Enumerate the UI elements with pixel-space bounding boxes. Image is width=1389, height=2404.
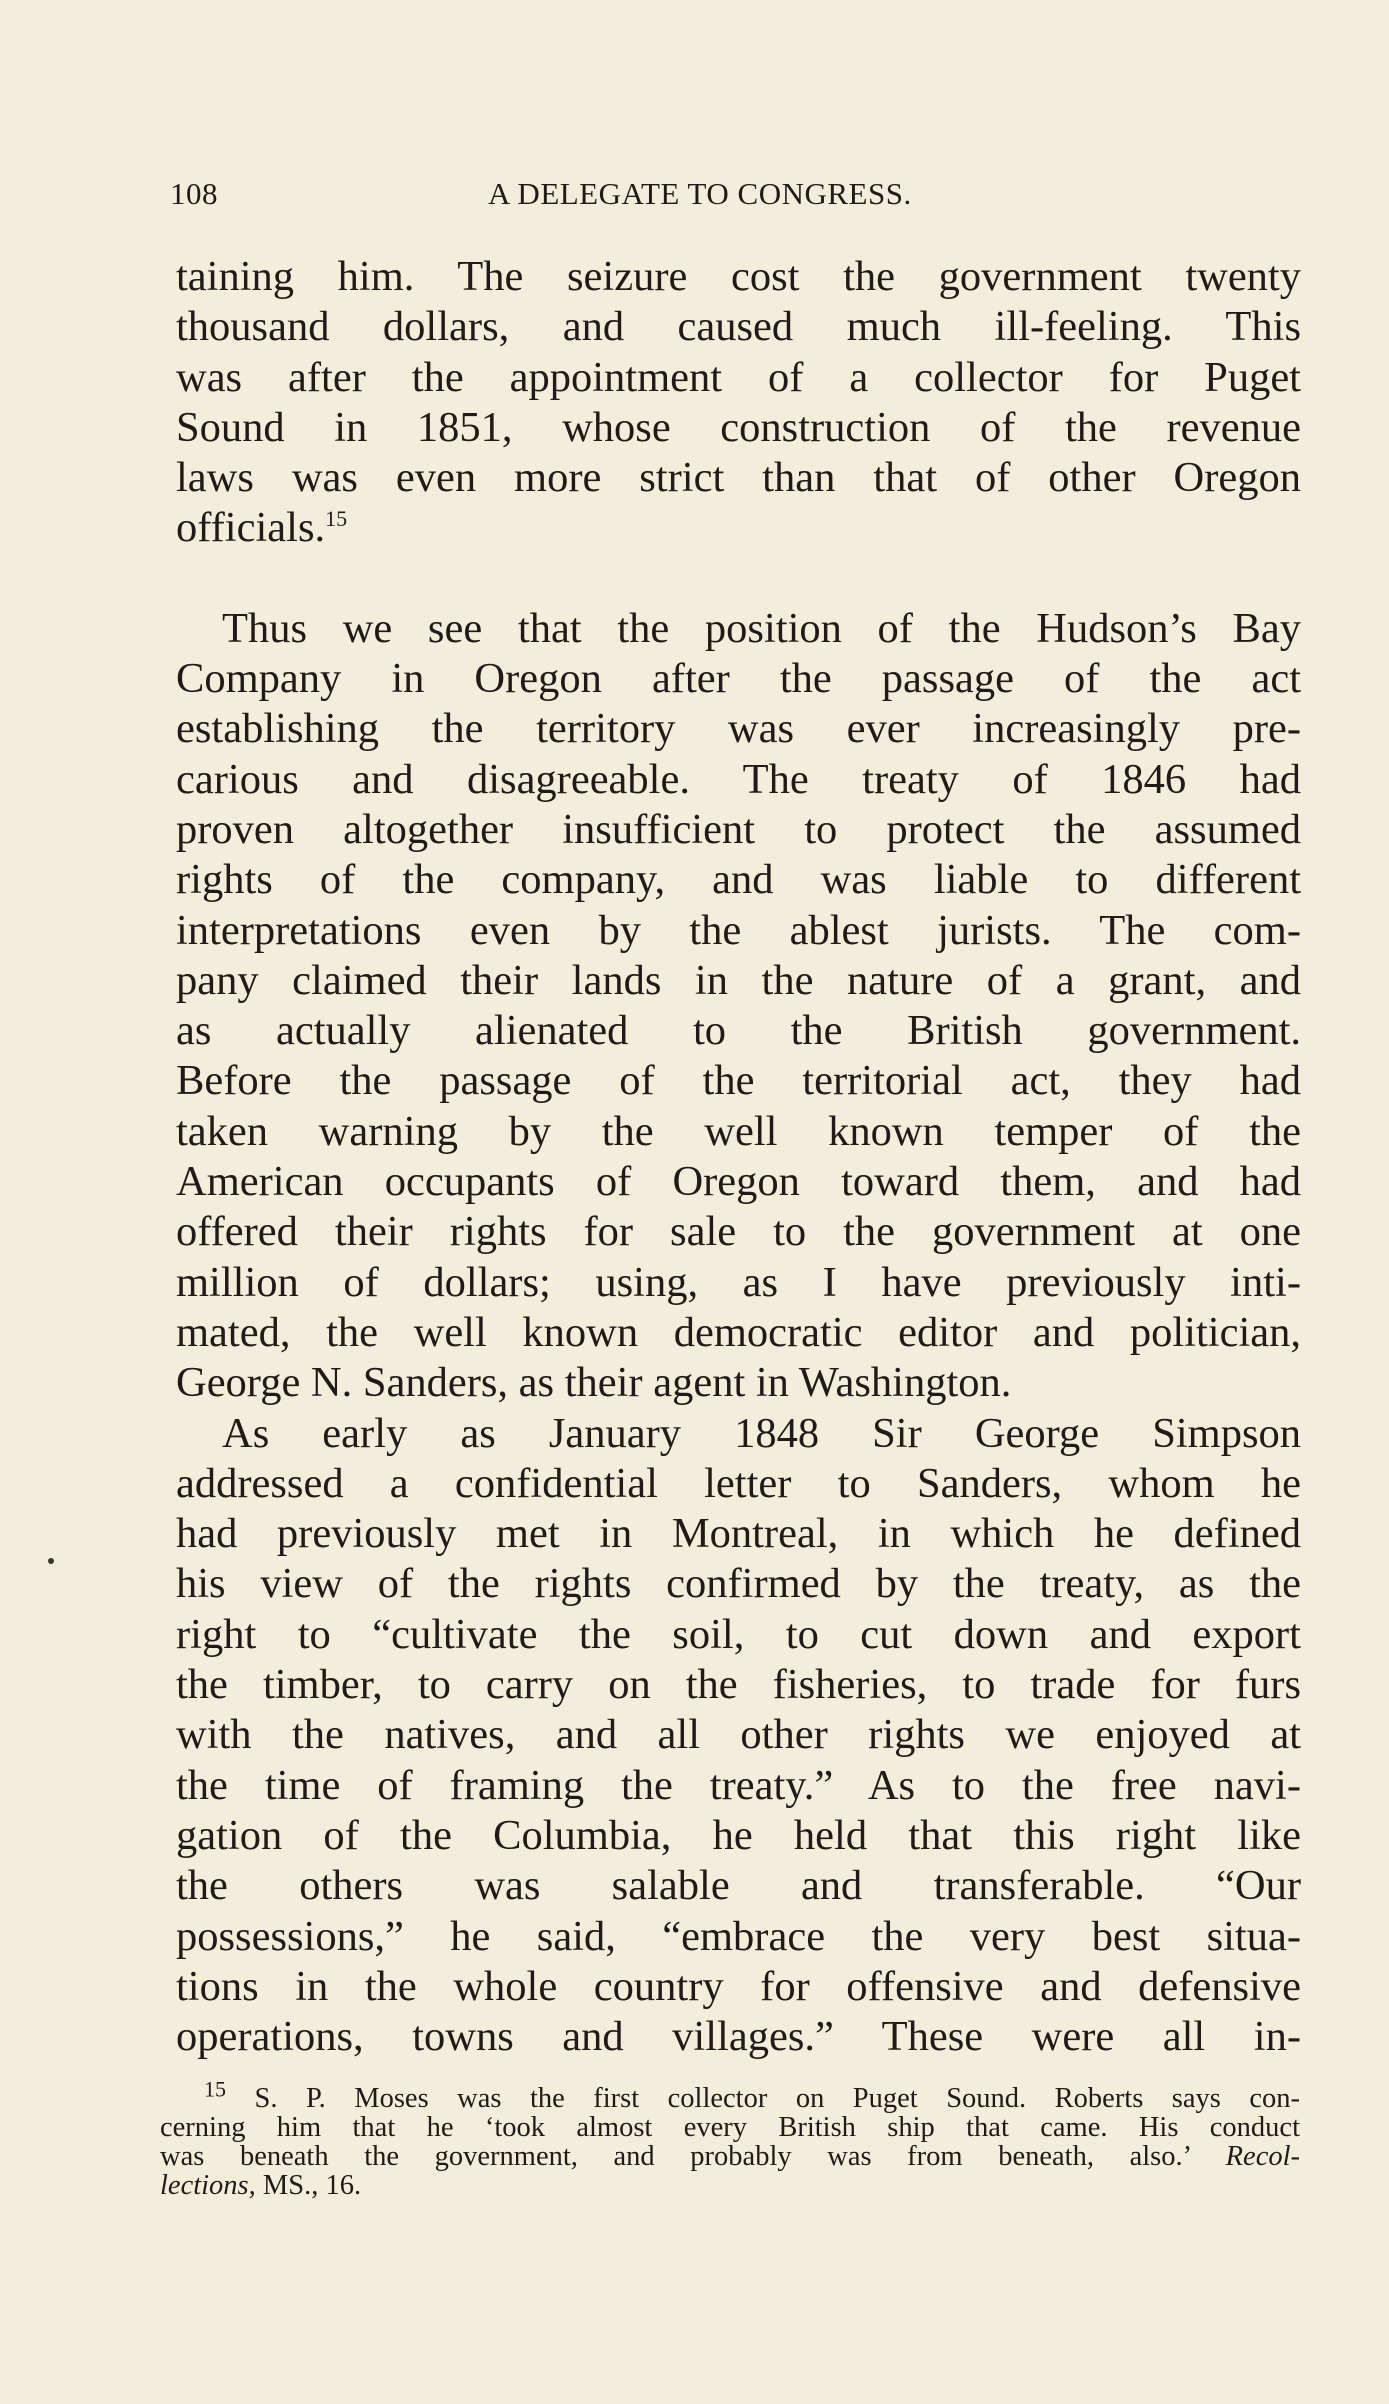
page-header	[170, 176, 1305, 220]
text-line: million of dollars; using, as I have previously inti-	[176, 1258, 1301, 1306]
footnote	[160, 2076, 1301, 2201]
body-text	[176, 252, 1301, 2062]
text-line-with-footnote	[176, 503, 1301, 553]
footnote-number: 15	[204, 2076, 226, 2102]
text-line: operations, towns and villages.” These were all in-	[176, 2013, 1301, 2061]
footnote-line	[160, 2171, 1300, 2200]
text-line: had previously met in Montreal, in which he defined	[176, 1510, 1301, 1558]
text-line: as actually alienated to the British government.	[176, 1007, 1301, 1055]
text-line: tions in the whole country for offensive and defensive	[176, 1962, 1301, 2010]
text-line: As early as January 1848 Sir George Simpson	[222, 1409, 1301, 1457]
text-line: right to “cultivate the soil, to cut down and export	[176, 1610, 1301, 1658]
footnote-citation: Recol-	[1225, 2141, 1301, 2172]
running-head: A DELEGATE TO CONGRESS.	[488, 176, 912, 211]
footnote-line: cerning him that he ‘took almost every British ship that came. His conduct	[160, 2112, 1300, 2143]
footnote-text: S. P. Moses was the first collector on Puget Sound. Roberts says con-	[254, 2083, 1301, 2114]
paragraph-gap	[176, 554, 1301, 604]
text-line: American occupants of Oregon toward them, and had	[176, 1158, 1301, 1206]
text-line: thousand dollars, and caused much ill-feeling. This	[176, 303, 1301, 351]
text-line: possessions,” he said, “embrace the very best situa-	[176, 1912, 1301, 1960]
text-line: taining him. The seizure cost the government twenty	[176, 253, 1301, 300]
footnote-reference: 15	[325, 506, 348, 532]
text-line: the timber, to carry on the fisheries, to trade for furs	[176, 1661, 1301, 1709]
text-line: carious and disagreeable. The treaty of 1846 had	[176, 755, 1301, 803]
text-line: interpretations even by the ablest jurists. The com-	[176, 906, 1301, 954]
text-line: Thus we see that the position of the Hudson’s Bay	[222, 604, 1301, 652]
text-line: officials.	[176, 504, 326, 552]
text-line: laws was even more strict than that of other Oregon	[176, 454, 1301, 502]
text-line: gation of the Columbia, he held that this right like	[176, 1811, 1301, 1859]
text-line: offered their rights for sale to the government at one	[176, 1208, 1301, 1256]
text-line: rights of the company, and was liable to different	[176, 856, 1301, 904]
text-line: pany claimed their lands in the nature of a grant, and	[176, 956, 1301, 1004]
text-line: establishing the territory was ever increasingly pre-	[176, 705, 1301, 753]
text-line: Company in Oregon after the passage of the act	[176, 655, 1301, 703]
page-number: 108	[170, 176, 218, 211]
footnote-text: MS., 16.	[262, 2170, 362, 2201]
text-line: mated, the well known democratic editor and politician,	[176, 1308, 1301, 1356]
text-line: Before the passage of the territorial act, they had	[176, 1057, 1301, 1105]
text-line: the others was salable and transferable. “Our	[176, 1862, 1301, 1910]
text-line: was after the appointment of a collector for Puget	[176, 353, 1301, 401]
text-line: addressed a confidential letter to Sanders, whom he	[176, 1459, 1301, 1507]
text-line: taken warning by the well known temper of the	[176, 1107, 1301, 1155]
footnote-citation: lections,	[160, 2170, 256, 2201]
text-line: Sound in 1851, whose construction of the revenue	[176, 403, 1301, 451]
ink-speck	[48, 1558, 54, 1564]
text-line: proven altogether insufficient to protect the assumed	[176, 805, 1301, 853]
text-line: his view of the rights confirmed by the treaty, as the	[176, 1560, 1301, 1608]
footnote-text: was beneath the government, and probably was from beneath, also.’	[160, 2141, 1190, 2172]
text-line: with the natives, and all other rights we enjoyed at	[176, 1711, 1301, 1759]
text-line: George N. Sanders, as their agent in Washington.	[176, 1359, 1012, 1407]
text-line: the time of framing the treaty.” As to the free navi-	[176, 1761, 1301, 1809]
footnote-line	[160, 2076, 1301, 2114]
footnote-line	[160, 2142, 1300, 2171]
